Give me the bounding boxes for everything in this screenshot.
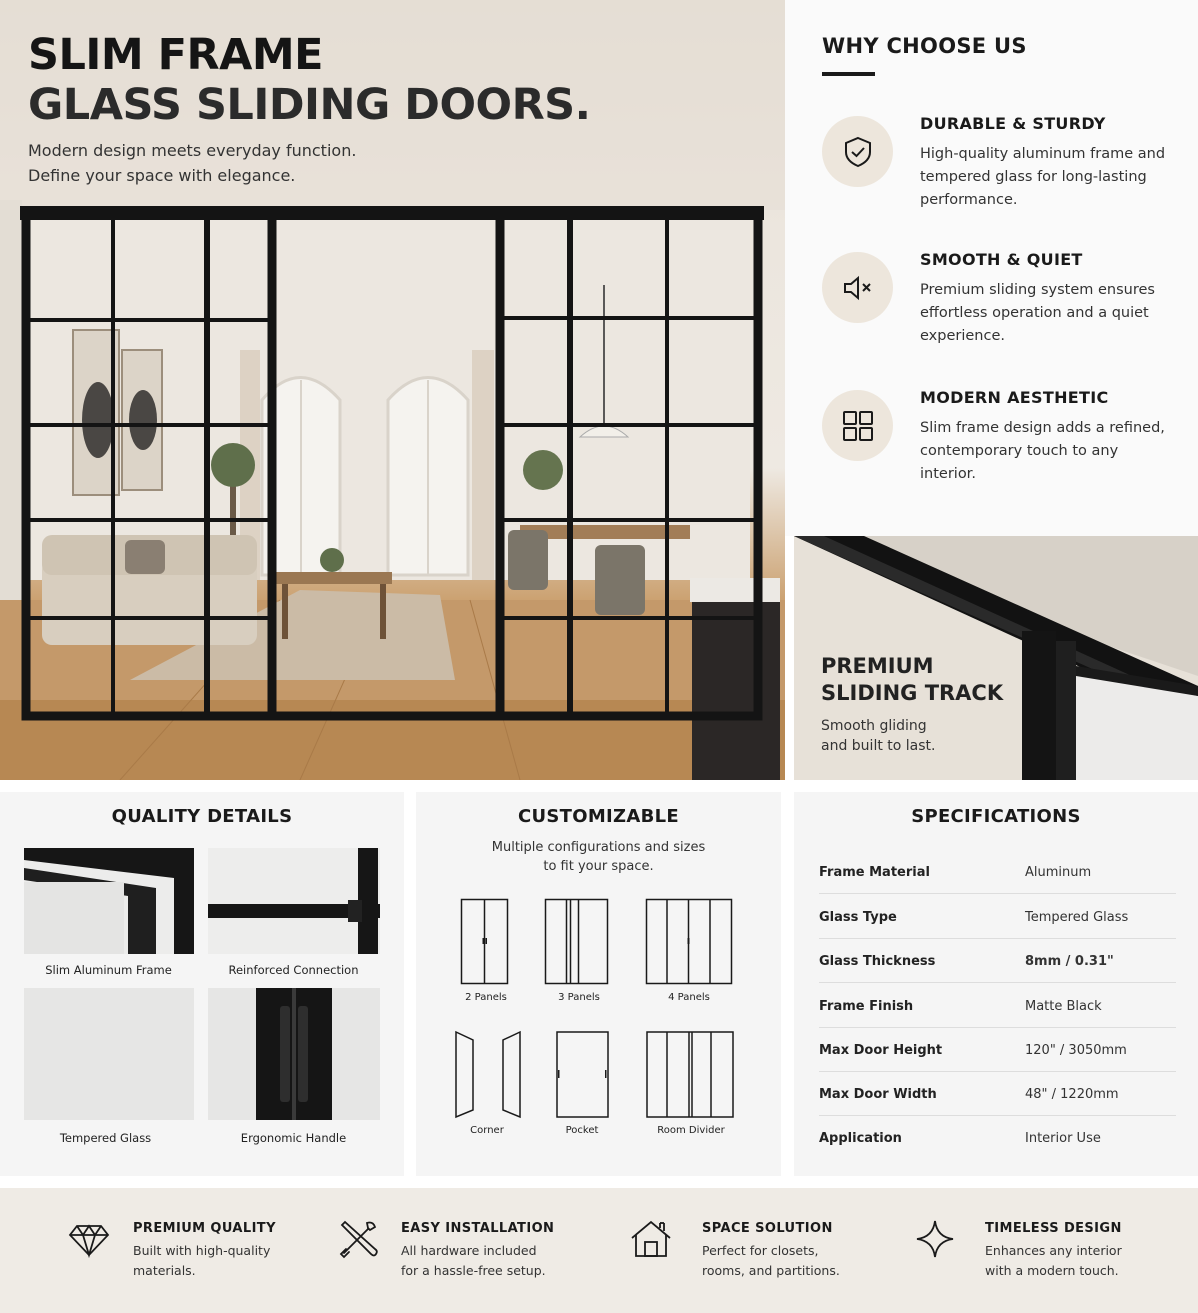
benefit-easy-installation	[337, 1188, 597, 1313]
quality-caption: Slim Aluminum Frame	[45, 963, 172, 977]
benefit-description-line1: Built with high-quality	[133, 1243, 271, 1258]
benefit-timeless-design	[914, 1188, 1184, 1313]
spec-value: Aluminum	[1025, 865, 1092, 880]
benefit-description-line2: materials.	[133, 1262, 196, 1278]
slim-frame-photo	[24, 848, 194, 954]
sparkle-icon	[914, 1218, 956, 1260]
hero-section	[0, 0, 785, 780]
benefit-title: EASY INSTALLATION	[401, 1221, 555, 1236]
benefit-description-line2: rooms, and partitions.	[702, 1262, 840, 1278]
benefit-description-line1: Enhances any interior	[985, 1243, 1122, 1258]
quality-caption: Reinforced Connection	[228, 963, 359, 977]
spec-value: 8mm / 0.31"	[1025, 954, 1114, 969]
benefit-description-line1: All hardware included	[401, 1243, 537, 1258]
benefit-description-line2: with a modern touch.	[985, 1262, 1119, 1278]
spec-row	[819, 895, 1176, 939]
house-icon	[630, 1218, 672, 1260]
feature-description: Slim frame design adds a refined, contemporary touch to any interior.	[920, 420, 1165, 482]
benefit-description	[401, 1241, 546, 1280]
benefit-description-line2: for a hassle-free setup.	[401, 1262, 546, 1278]
spec-key: Glass Type	[819, 910, 897, 925]
diamond-icon	[68, 1218, 110, 1260]
spec-key: Glass Thickness	[819, 954, 936, 969]
track-title-line1: PREMIUM	[821, 654, 934, 678]
benefit-title: PREMIUM QUALITY	[133, 1221, 276, 1236]
spec-row	[819, 850, 1176, 894]
hero-title	[28, 30, 590, 130]
two-panels-diagram	[460, 898, 510, 986]
feature-description: High-quality aluminum frame and tempered glass for long-lasting performance.	[920, 146, 1166, 208]
track-subtitle-line2: and built to last.	[821, 738, 936, 754]
corner-diagram	[454, 1030, 524, 1120]
spec-key: Max Door Height	[819, 1043, 943, 1058]
spec-row	[819, 1116, 1176, 1160]
quality-caption: Tempered Glass	[59, 1131, 152, 1145]
benefit-description-line1: Perfect for closets,	[702, 1243, 819, 1258]
reinforced-connection-photo	[208, 848, 380, 954]
specifications-panel	[794, 792, 1198, 1176]
track-subtitle-line1: Smooth gliding	[821, 718, 927, 734]
four-panels-diagram	[645, 898, 733, 986]
config-label: 2 Panels	[465, 992, 507, 1003]
customizable-subtitle-line2: to fit your space.	[543, 859, 654, 874]
quality-details-panel	[0, 792, 404, 1176]
spec-row	[819, 1028, 1176, 1072]
spec-value: 48" / 1220mm	[1025, 1087, 1119, 1102]
spec-value: Matte Black	[1025, 999, 1102, 1014]
feature-title: DURABLE & STURDY	[920, 114, 1106, 133]
customizable-subtitle-line1: Multiple configurations and sizes	[491, 840, 706, 855]
grid-squares-icon	[822, 390, 893, 461]
hero-subtitle-line1: Modern design meets everyday function.	[28, 141, 357, 160]
config-label: 3 Panels	[558, 992, 600, 1003]
customizable-subtitle	[416, 838, 781, 876]
tools-icon	[337, 1218, 379, 1260]
spec-value: 120" / 3050mm	[1025, 1043, 1127, 1058]
config-label: Room Divider	[657, 1125, 725, 1136]
benefits-strip	[0, 1188, 1198, 1313]
hero-subtitle	[28, 138, 356, 188]
specifications-title: SPECIFICATIONS	[911, 806, 1081, 827]
spec-row	[819, 939, 1176, 983]
feature-title: SMOOTH & QUIET	[920, 250, 1083, 269]
customizable-panel	[416, 792, 781, 1176]
three-panels-diagram	[544, 898, 610, 986]
benefit-title: SPACE SOLUTION	[702, 1221, 833, 1236]
why-choose-us-section	[785, 0, 1198, 536]
feature-title: MODERN AESTHETIC	[920, 388, 1109, 407]
tempered-glass-photo	[24, 988, 194, 1120]
spec-key: Frame Material	[819, 865, 930, 880]
speaker-mute-icon	[822, 252, 893, 323]
hero-title-line2: GLASS SLIDING DOORS.	[28, 80, 591, 130]
ergonomic-handle-photo	[208, 988, 380, 1120]
quality-caption: Ergonomic Handle	[240, 1131, 347, 1145]
pocket-diagram	[555, 1030, 611, 1120]
benefit-description	[702, 1241, 840, 1280]
feature-description: Premium sliding system ensures effortless operation and a quiet experience.	[920, 282, 1155, 344]
quality-title: QUALITY DETAILS	[111, 806, 293, 827]
config-label: 4 Panels	[668, 992, 710, 1003]
customizable-title: CUSTOMIZABLE	[517, 806, 680, 827]
hero-subtitle-line2: Define your space with elegance.	[28, 166, 296, 185]
spec-key: Max Door Width	[819, 1087, 937, 1102]
config-label: Pocket	[565, 1125, 599, 1136]
track-title	[821, 653, 1003, 707]
spec-value: Tempered Glass	[1025, 910, 1129, 925]
benefit-description	[985, 1241, 1122, 1280]
spec-key: Application	[819, 1131, 902, 1146]
spec-key: Frame Finish	[819, 999, 914, 1014]
config-label: Corner	[470, 1125, 504, 1136]
track-subtitle	[821, 716, 935, 756]
track-title-line2: SLIDING TRACK	[821, 681, 1004, 705]
benefit-description	[133, 1241, 270, 1280]
spec-value: Interior Use	[1025, 1131, 1101, 1146]
benefit-title: TIMELESS DESIGN	[985, 1221, 1122, 1236]
hero-title-line1: SLIM FRAME	[28, 30, 324, 80]
benefit-space-solution	[630, 1188, 890, 1313]
spec-row	[819, 984, 1176, 1028]
shield-check-icon	[822, 116, 893, 187]
sliding-track-section	[794, 536, 1198, 780]
benefit-premium-quality	[68, 1188, 328, 1313]
why-title: WHY CHOOSE US	[822, 34, 1027, 58]
room-divider-diagram	[645, 1030, 737, 1120]
why-title-underline	[822, 72, 875, 76]
spec-row	[819, 1072, 1176, 1116]
